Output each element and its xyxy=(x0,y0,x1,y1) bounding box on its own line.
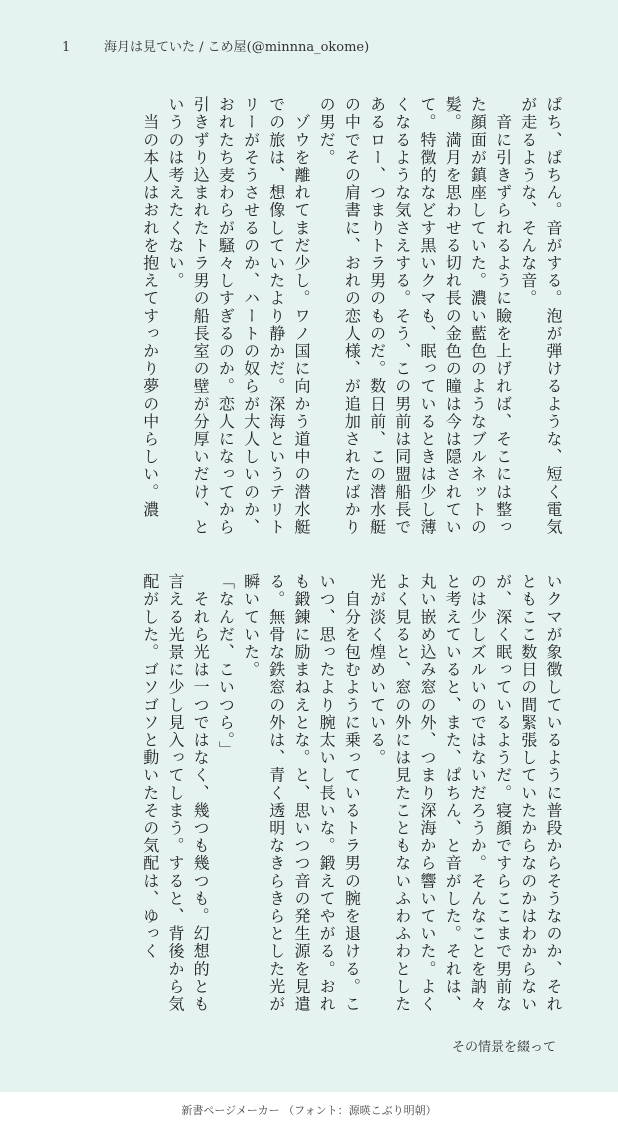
paragraph: 「なんだ、こいつら。」 xyxy=(216,573,236,759)
paragraph: ぱち、ぱちん。音がする。泡が弾けるような、短く電気が走るような、そんな音。 xyxy=(518,96,563,536)
paragraph: 音に引きずられるように瞼を上げれば、そこには整った顔面が鎮座していた。濃い藍色のようなブルネットの髪。満月を思わせる切れ長の金色の瞳は今は隠されていて。特徴的などす黒いクマも、眠っているときは少し薄くなるような気さえする。そう、この男前は同盟船長であるロー、つまりトラ男のものだ。数日前、この潜水艇の中でその肩書に、おれの恋人様、が追加されたばかりの男だ。 xyxy=(317,96,513,536)
paragraph: それら光は一つではなく、幾つも幾つも。幻想的とも言える光景に少し見入ってしまう。すると、背後から気配がした。ゴソゴソと動いたその気配は、ゆっく xyxy=(140,573,211,1013)
text-block-top xyxy=(66,96,566,536)
page-header xyxy=(62,36,369,55)
paragraph: 当の本人はおれを抱えてすっかり夢の中らしい。濃 xyxy=(140,96,160,519)
paragraph: いクマが象徴しているように普段からそうなのか、それともここ数日の間緊張していたからなのかはわからないが、深く眠っているようだ。寝顔ですらここまで男前なのは少しズルいのではないだろうか。そんなことを訥々と考えていると、また、ぱちん、と音がした。それは、丸い嵌め込み窓の外、つまり深海から響いていた。よくよく見ると、窓の外には見たこともないふわふわとした光が淡く煌めいている。 xyxy=(367,573,563,1013)
text-block-bottom xyxy=(66,573,566,1013)
page-title: 海月は見ていた / こめ屋(@minnna_okome) xyxy=(104,40,370,55)
paragraph: ゾウを離れてまだ少し。ワノ国に向かう道中の潜水艇での旅は、想像していたより静かだ。深海というテリトリーがそうさせるのか、ハートの奴らが大人しいのか、おれたち麦わらが騒々しすぎるのか。恋人になってから引きずり込まれたトラ男の船長室の壁が分厚いだけ、というのは考えたくない。 xyxy=(165,96,311,536)
footer-credit: 新書ページメーカー （フォント：源暎こぶり明朝） xyxy=(0,1092,618,1132)
paragraph: 自分を包むように乗っているトラ男の腕を退ける。こいつ、思ったより腕太いし長いな。鍛えてやがる。おれも鍛錬に励まねえとな。と、思いつつ音の発生源を見遣る。無骨な鉄窓の外は、青く透明なきらきらとした光が瞬いていた。 xyxy=(241,573,362,1013)
page-number: 1 xyxy=(62,40,71,55)
caption: その情景を綴って xyxy=(451,1040,556,1055)
